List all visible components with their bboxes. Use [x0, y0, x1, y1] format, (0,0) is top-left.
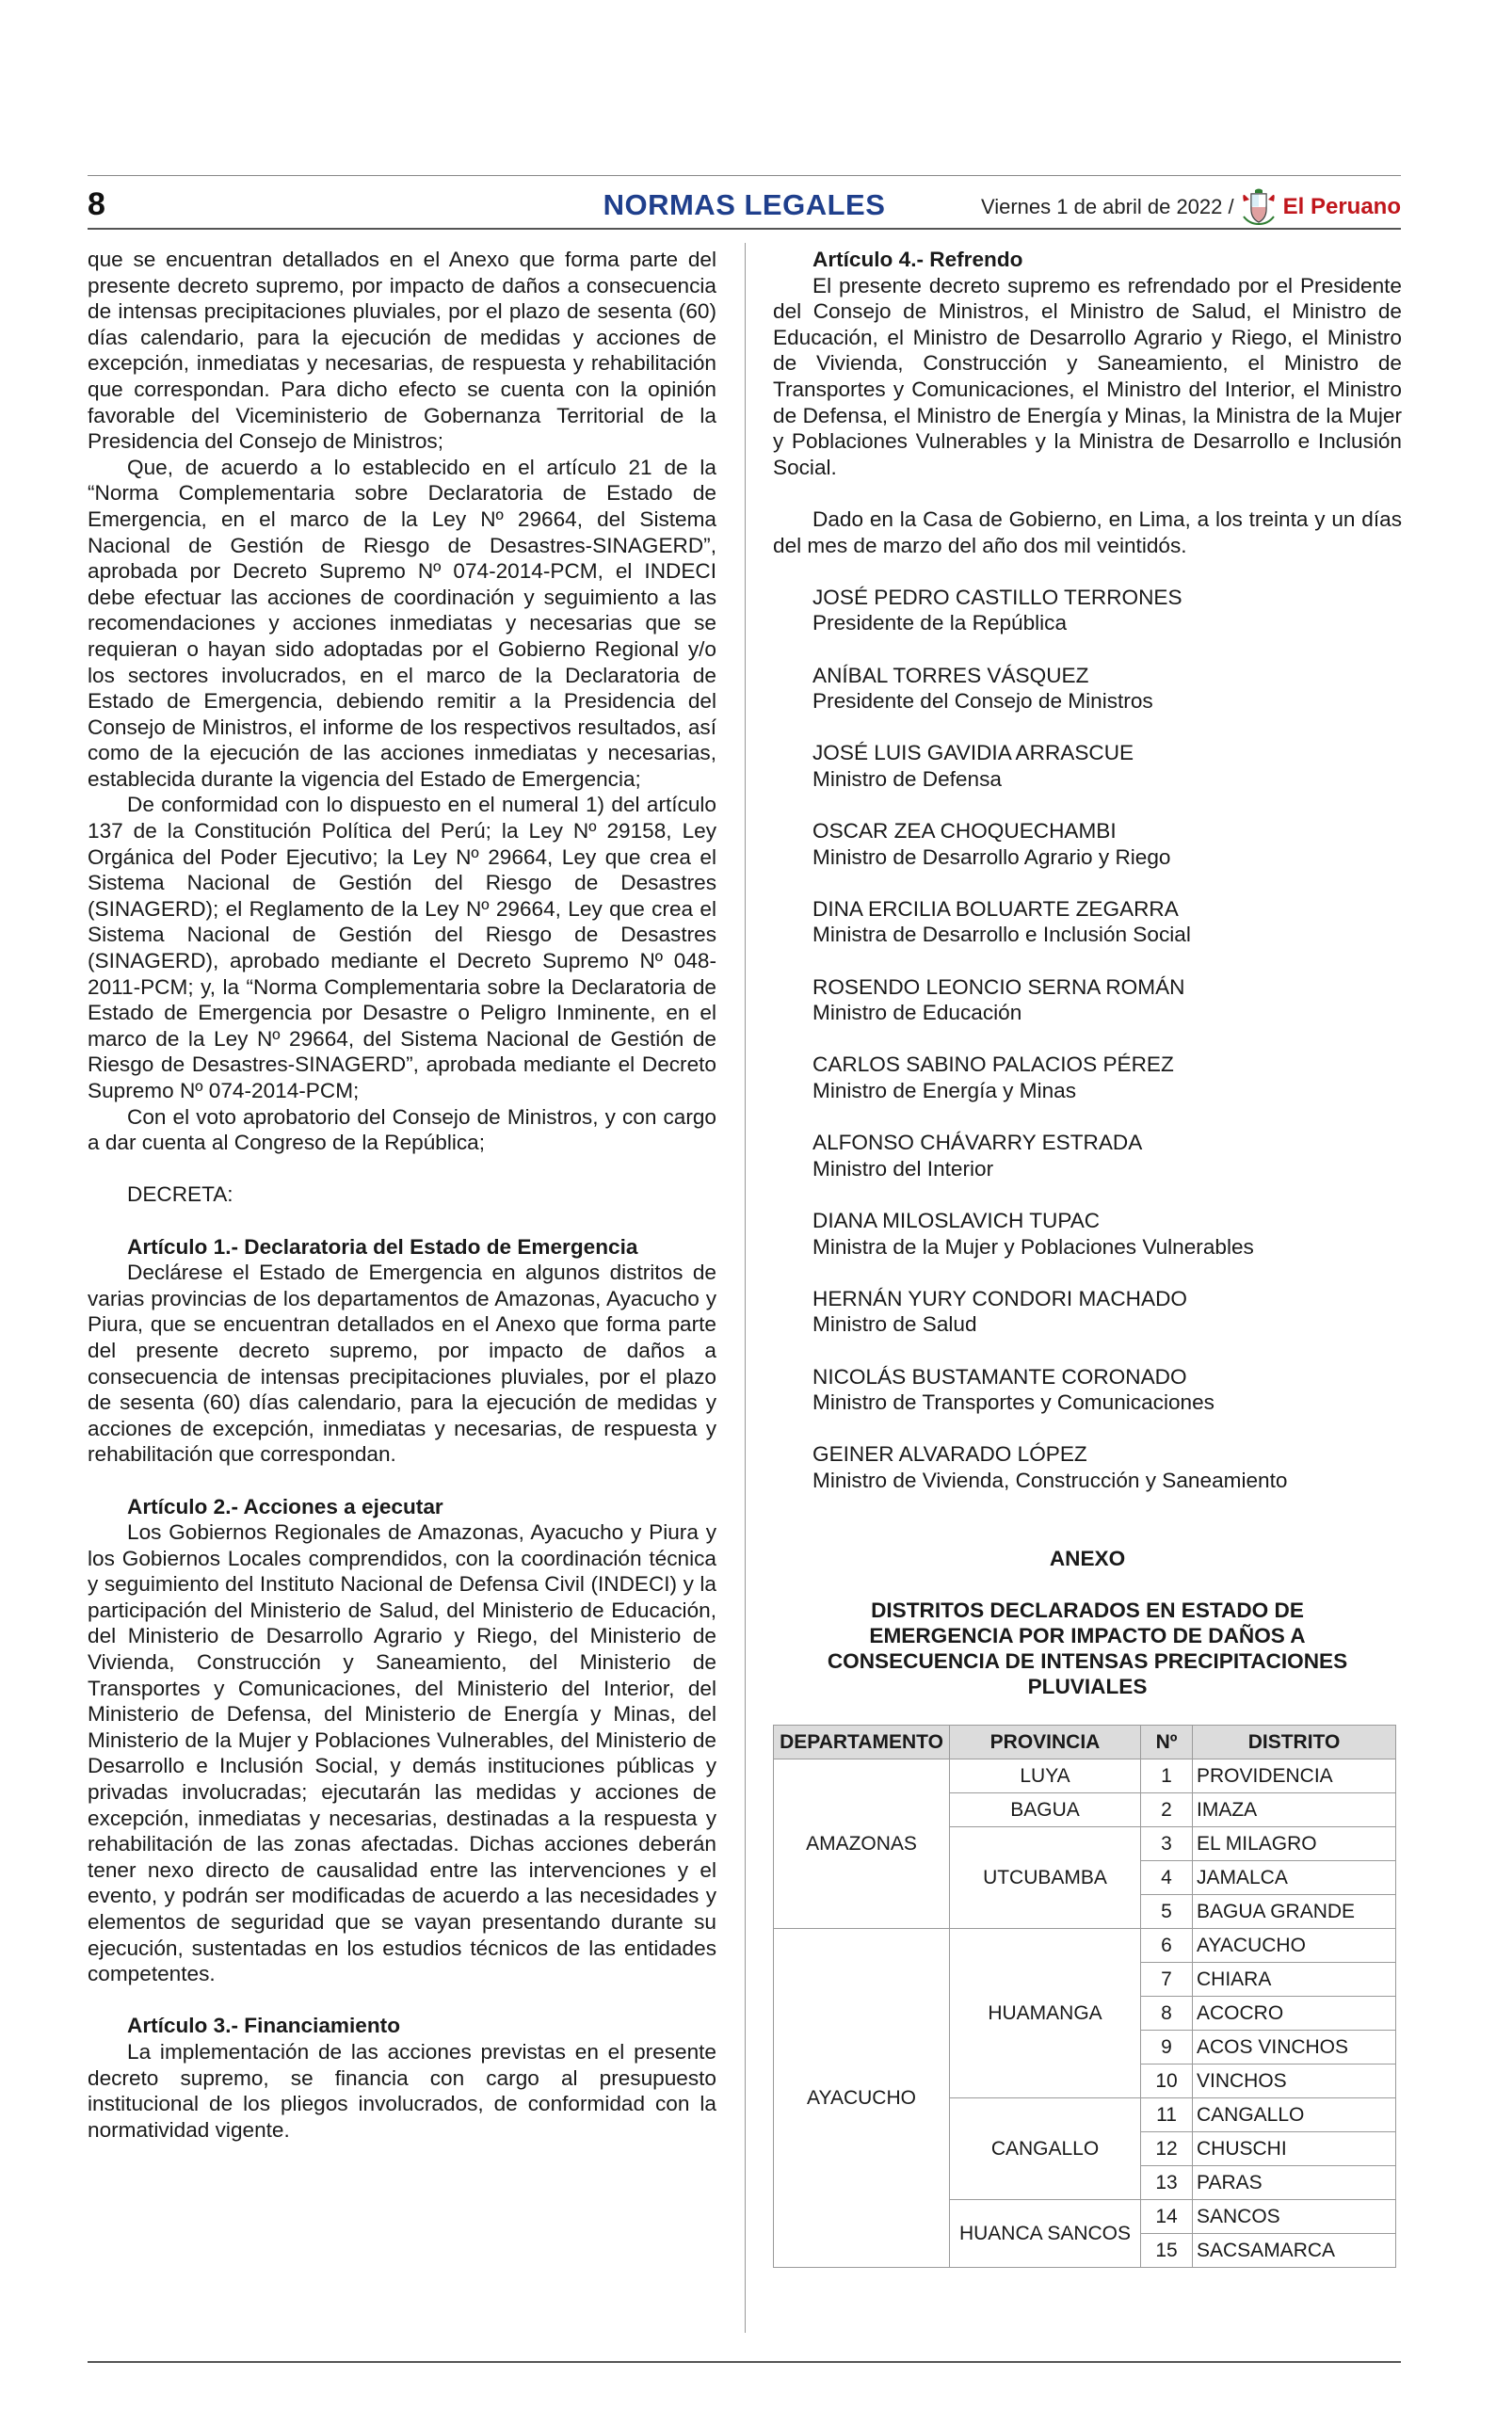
signatory-name: ALFONSO CHÁVARRY ESTRADA	[812, 1131, 1143, 1155]
header-bottom-rule	[88, 228, 1401, 230]
signatory	[812, 585, 1402, 636]
signatory	[812, 818, 1402, 870]
number-cell: 5	[1141, 1894, 1193, 1928]
header-masthead	[981, 188, 1401, 226]
paragraph-continuation: que se encuentran detallados en el Anexo que forma parte del presente decreto supremo, por impacto de daños a consecuencia de intensas precipitaciones pluviales, por el plazo de sesenta (60) días calendario, para la ejecución de medidas y acciones de excepción, inmediatas y necesarias, de respuesta y rehabilitación que correspondan. Para dicho efecto se cuenta con la opinión favorable del Viceministerio de Gobernanza Territorial de la Presidencia del Consejo de Ministros;	[88, 248, 716, 454]
paragraph-approval: Con el voto aprobatorio del Consejo de Ministros, y con cargo a dar cuenta al Congreso de la República;	[88, 1104, 716, 1155]
coat-of-arms-icon	[1240, 188, 1278, 226]
district-cell: ACOCRO	[1193, 1996, 1396, 2030]
number-cell: 14	[1141, 2199, 1193, 2233]
signatory-role: Ministro de Defensa	[812, 766, 1002, 791]
number-cell: 8	[1141, 1996, 1193, 2030]
signatory-role: Ministro de Energía y Minas	[812, 1079, 1077, 1102]
signatory	[812, 740, 1402, 792]
number-cell: 13	[1141, 2165, 1193, 2199]
signatory-name: ROSENDO LEONCIO SERNA ROMÁN	[812, 974, 1185, 999]
province-cell: UTCUBAMBA	[950, 1826, 1141, 1928]
signatory-name: JOSÉ PEDRO CASTILLO TERRONES	[812, 585, 1182, 609]
article-3-heading: Artículo 3.- Financiamiento	[127, 2014, 400, 2038]
number-cell: 10	[1141, 2064, 1193, 2097]
signatory-name: CARLOS SABINO PALACIOS PÉREZ	[812, 1052, 1174, 1077]
district-cell: VINCHOS	[1193, 2064, 1396, 2097]
signatory	[812, 974, 1402, 1026]
annex-title: ANEXO	[1049, 1546, 1126, 1570]
table-row	[774, 1759, 1396, 1792]
number-cell: 7	[1141, 1962, 1193, 1996]
paragraph-legal-basis: De conformidad con lo dispuesto en el numeral 1) del artículo 137 de la Constitución Política del Perú; la Ley Nº 29158, Ley Orgánica del Poder Ejecutivo; la Ley Nº 29664, Ley que crea el Sistema Nacional de Gestión del Riesgo de Desastres (SINAGERD); el Reglamento de la Ley Nº 29664, Ley que crea el Sistema Nacional de Gestión del Riesgo de Desastres (SINAGERD), aprobado mediante el Decreto Supremo Nº 048-2011-PCM; y, la “Norma Complementaria sobre la Declaratoria de Estado de Emergencia por Desastre o Peligro Inminente, en el marco de la Ley Nº 29664, del Sistema Nacional de Gestión de Riesgo de Desastres-SINAGERD”, aprobada mediante el Decreto Supremo Nº 074-2014-PCM;	[88, 793, 716, 1102]
signatory-role: Ministro de Educación	[812, 1001, 1022, 1025]
province-cell: LUYA	[950, 1759, 1141, 1792]
table-row	[774, 1928, 1396, 1962]
footer-rule	[88, 2361, 1401, 2363]
signatory	[812, 1208, 1402, 1260]
number-cell: 2	[1141, 1792, 1193, 1826]
signatory-role: Presidente de la República	[812, 611, 1068, 635]
signatory-name: GEINER ALVARADO LÓPEZ	[812, 1442, 1087, 1467]
district-cell: CHIARA	[1193, 1962, 1396, 1996]
page-number: 8	[88, 186, 105, 222]
signatory-role: Ministro de Transportes y Comunicaciones	[812, 1390, 1214, 1415]
number-cell: 1	[1141, 1759, 1193, 1792]
section-title: NORMAS LEGALES	[603, 188, 886, 221]
province-cell: CANGALLO	[950, 2097, 1141, 2199]
signatory	[812, 1130, 1402, 1181]
signatory-name: DIANA MILOSLAVICH TUPAC	[812, 1208, 1101, 1232]
signatory-name: DINA ERCILIA BOLUARTE ZEGARRA	[812, 896, 1179, 921]
article-4-text: El presente decreto supremo es refrendado por el Presidente del Consejo de Ministros, el Ministro de Salud, el Ministro de Educación, el Ministro de Desarrollo Agrario y Riego, el Ministro de Vivienda, Construcción y Saneamiento, el Ministro de Transportes y Comunicaciones, el Ministro del Interior, el Ministro de Defensa, el Ministro de Energía y Minas, la Ministra de la Mujer y Poblaciones Vulnerables y la Ministra de Desarrollo e Inclusión Social.	[773, 273, 1402, 479]
number-cell: 11	[1141, 2097, 1193, 2131]
signatory	[812, 663, 1402, 715]
page-header	[88, 175, 1401, 230]
decreta-label: DECRETA:	[127, 1182, 233, 1207]
header-top-rule	[88, 175, 1401, 176]
district-cell: ACOS VINCHOS	[1193, 2030, 1396, 2064]
col-header-departamento: DEPARTAMENTO	[774, 1725, 950, 1759]
signatory-role: Ministra de Desarrollo e Inclusión Social	[812, 923, 1191, 947]
signatory-role: Ministro de Desarrollo Agrario y Riego	[812, 844, 1171, 869]
newspaper-name: El Peruano	[1282, 194, 1401, 219]
signatory-role: Ministro del Interior	[812, 1156, 994, 1181]
signatory-role: Ministra de la Mujer y Poblaciones Vulnerables	[812, 1234, 1254, 1259]
issue-date: Viernes 1 de abril de 2022 /	[980, 195, 1234, 218]
signatory-name: NICOLÁS BUSTAMANTE CORONADO	[812, 1364, 1187, 1389]
district-cell: AYACUCHO	[1193, 1928, 1396, 1962]
number-cell: 9	[1141, 2030, 1193, 2064]
district-cell: CHUSCHI	[1193, 2131, 1396, 2165]
table-header-row	[774, 1725, 1396, 1759]
signatory-role: Ministro de Salud	[812, 1312, 977, 1337]
signatory-name: HERNÁN YURY CONDORI MACHADO	[812, 1286, 1187, 1310]
number-cell: 6	[1141, 1928, 1193, 1962]
article-2-heading: Artículo 2.- Acciones a ejecutar	[127, 1494, 443, 1518]
district-cell: BAGUA GRANDE	[1193, 1894, 1396, 1928]
district-cell: PARAS	[1193, 2165, 1396, 2199]
article-3-text: La implementación de las acciones previstas en el presente decreto supremo, se financia con cargo al presupuesto institucional de los pliegos involucrados, de conformidad con la normatividad vigente.	[88, 2039, 716, 2142]
col-header-number: Nº	[1141, 1725, 1193, 1759]
col-header-distrito: DISTRITO	[1193, 1725, 1396, 1759]
province-cell: HUAMANGA	[950, 1928, 1141, 2097]
article-2-text: Los Gobiernos Regionales de Amazonas, Ayacucho y Piura y los Gobiernos Locales comprendidos, con la coordinación técnica y seguimiento del Instituto Nacional de Defensa Civil (INDECI) y la participación del Ministerio de Salud, del Ministerio de Educación, del Ministerio de Desarrollo Agrario y Riego, del Ministerio de Vivienda, Construcción y Saneamiento, del Ministerio de Transportes y Comunicaciones, del Ministerio del Interior, del Ministerio de Defensa, del Ministerio de Energía y Minas, del Ministerio de la Mujer y Poblaciones Vulnerables, del Ministerio de Desarrollo e Inclusión Social, y demás instituciones públicas y privadas involucradas; ejecutarán las medidas y acciones de excepción, inmediatas y necesarias, destinadas a la respuesta y rehabilitación de las zonas afectadas. Dichas acciones deberán tener nexo directo de causalidad entre las intervenciones y el evento, y podrán ser modificadas de acuerdo a las necesidades y elementos de seguridad que se vayan presentando durante su ejecución, sustentadas en los estudios técnicos de las entidades competentes.	[88, 1520, 716, 1986]
number-cell: 4	[1141, 1860, 1193, 1894]
department-cell: AMAZONAS	[774, 1759, 950, 1928]
signatories-list	[773, 585, 1402, 1494]
annex-subtitle: DISTRITOS DECLARADOS EN ESTADO DE EMERGENCIA POR IMPACTO DE DAÑOS A CONSECUENCIA DE INTENSAS PRECIPITACIONES PLUVIALES	[827, 1598, 1348, 1698]
signatory-role: Ministro de Vivienda, Construcción y Saneamiento	[812, 1468, 1288, 1492]
article-1-text: Declárese el Estado de Emergencia en algunos distritos de varias provincias de los departamentos de Amazonas, Ayacucho y Piura, que se encuentran detallados en el Anexo que forma parte del presente decreto supremo, por impacto de daños a consecuencia de intensas precipitaciones pluviales, por el plazo de sesenta (60) días calendario, para la ejecución de medidas y acciones de excepción, inmediatas y necesarias, de respuesta y rehabilitación que correspondan.	[88, 1261, 716, 1467]
annex-table	[773, 1725, 1396, 2268]
number-cell: 12	[1141, 2131, 1193, 2165]
given-at-statement: Dado en la Casa de Gobierno, en Lima, a los treinta y un días del mes de marzo del año dos mil veintidós.	[773, 506, 1402, 557]
signatory	[812, 896, 1402, 948]
signatory	[812, 1364, 1402, 1416]
district-cell: EL MILAGRO	[1193, 1826, 1396, 1860]
number-cell: 15	[1141, 2233, 1193, 2267]
province-cell: BAGUA	[950, 1792, 1141, 1826]
district-cell: PROVIDENCIA	[1193, 1759, 1396, 1792]
province-cell: HUANCA SANCOS	[950, 2199, 1141, 2267]
paragraph-considerando: Que, de acuerdo a lo establecido en el artículo 21 de la “Norma Complementaria sobre Declaratoria de Estado de Emergencia, en el marco de la Ley Nº 29664, del Sistema Nacional de Gestión de Riesgo de Desastres-SINAGERD”, aprobada por Decreto Supremo Nº 074-2014-PCM, el INDECI debe efectuar las acciones de coordinación y seguimiento a las recomendaciones y acciones inmediatas y necesarias que se requieran o hayan sido adoptadas por el Gobierno Regional y/o los sectores involucrados, en el marco de la Declaratoria de Estado de Emergencia, debiendo remitir a la Presidencia del Consejo de Ministros, el informe de los respectivos resultados, así como de la ejecución de las acciones inmediatas y necesarias, establecida durante la vigencia del Estado de Emergencia;	[88, 455, 716, 791]
district-cell: SANCOS	[1193, 2199, 1396, 2233]
district-cell: IMAZA	[1193, 1792, 1396, 1826]
article-1-heading: Artículo 1.- Declaratoria del Estado de Emergencia	[127, 1234, 638, 1259]
district-cell: CANGALLO	[1193, 2097, 1396, 2131]
department-cell: AYACUCHO	[774, 1928, 950, 2267]
signatory	[812, 1286, 1402, 1338]
signatory-role: Presidente del Consejo de Ministros	[812, 689, 1153, 714]
left-column	[88, 247, 716, 2143]
signatory-name: ANÍBAL TORRES VÁSQUEZ	[812, 663, 1089, 687]
col-header-provincia: PROVINCIA	[950, 1725, 1141, 1759]
right-column	[773, 247, 1402, 2268]
district-cell: JAMALCA	[1193, 1860, 1396, 1894]
column-divider	[745, 243, 746, 2333]
signatory-name: JOSÉ LUIS GAVIDIA ARRASCUE	[812, 741, 1134, 765]
signatory	[812, 1441, 1402, 1493]
signatory	[812, 1052, 1402, 1103]
article-4-heading: Artículo 4.- Refrendo	[812, 248, 1023, 271]
number-cell: 3	[1141, 1826, 1193, 1860]
signatory-name: OSCAR ZEA CHOQUECHAMBI	[812, 819, 1117, 844]
district-cell: SACSAMARCA	[1193, 2233, 1396, 2267]
